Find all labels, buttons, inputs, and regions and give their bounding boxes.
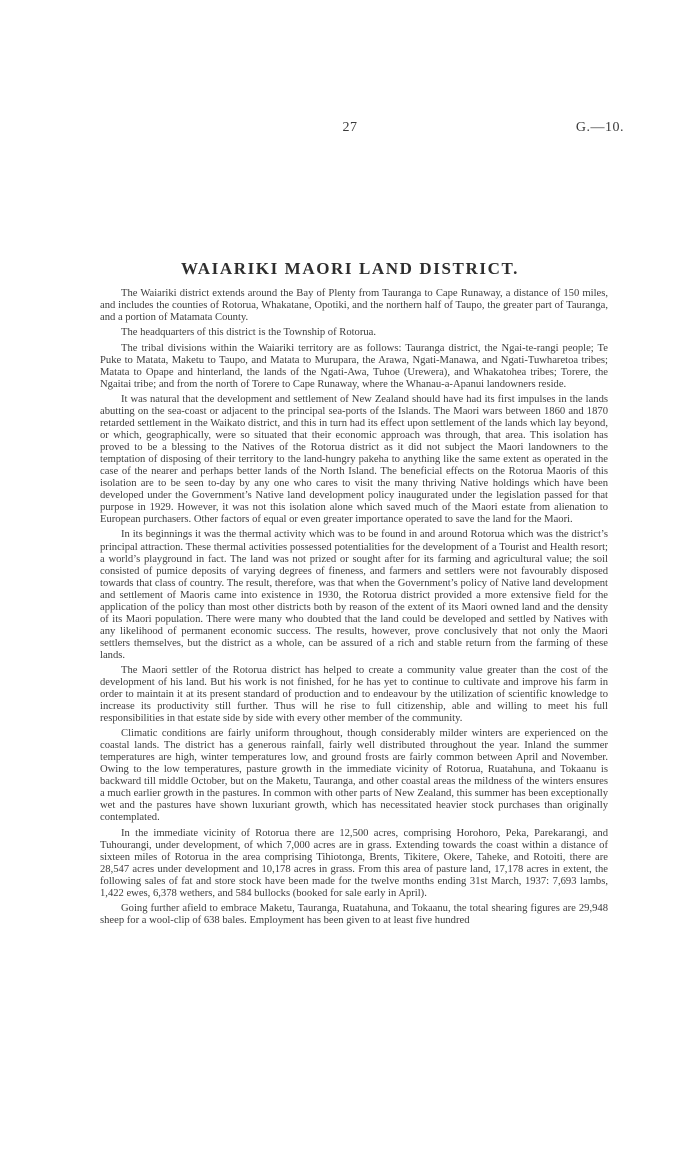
paragraph: Going further afield to embrace Maketu, Tauranga, Ruatahuna, and Tokaanu, the total shearing figures are 29,948 sheep for a wool-clip of 638 bales. Employment has been given to at least five hundred	[100, 903, 608, 927]
page-number: 27	[342, 120, 358, 135]
paragraph: Climatic conditions are fairly uniform throughout, though considerably milder winters are experienced on the coastal lands. The district has a generous rainfall, fairly well distributed throughout the year. Inland the summer temperatures are high, winter temperatures low, and ground frosts are fairly common between April and November. Owing to the low temperatures, pasture growth in the immediate vicinity of Rotorua, Ruatahuna, and Tokaanu is backward till middle October, but on the Maketu, Tauranga, and other coastal areas the mildness of the winters ensures a much earlier growth in the pastures. In common with other parts of New Zealand, this summer has been exceptionally wet and the pastures have shown luxuriant growth, which has necessitated heavier stock purchases than originally contemplated.	[100, 728, 608, 824]
section-title: WAIARIKI MAORI LAND DISTRICT.	[181, 259, 519, 278]
paragraph: The headquarters of this district is the Township of Rotorua.	[121, 327, 377, 339]
paragraph: In its beginnings it was the thermal activity which was to be found in and around Rotorua which was the district’s principal attraction. These thermal activities possessed potentialities for the development of a Tourist and Health resort; a world’s playground in fact. The land was not prized or sought after for its farming and agricultural value; the soil consisted of pumice deposits of varying degrees of fineness, and farmers and settlers were not favourably disposed towards that class of country. The result, therefore, was that when the Government’s policy of Native land development and settlement of Maoris came into existence in 1930, the Rotorua district provided a more extensive field for the application of the policy than most other districts both by reason of the extent of its Maori owned land and the density of its Maori population. There were many who doubted that the land could be developed and settled by Natives with any likelihood of permanent economic success. The results, however, prove conclusively that not only the Maori settlers themselves, but the district as a whole, can be assured of a rich and stable return from the farming of these lands.	[100, 529, 608, 661]
paragraph: It was natural that the development and settlement of New Zealand should have had its first impulses in the lands abutting on the sea-coast or adjacent to the principal sea-ports of the Islands. The Maori wars between 1860 and 1870 retarded settlement in the Waikato district, and this in turn had its effect upon settlement of the lands which lay beyond, or which, geographically, were so situated that their economic approach was through, that area. This isolation has proved to be a blessing to the Natives of the Rotorua district as it did not subject the Maori landowners to the temptation of disposing of their territory to the land-hungry pakeha to anything like the same extent as operated in the case of the nearer and perhaps better lands of the North Island. The beneficial effects on the Rotorua Maoris of this isolation are to be seen to-day by any one who cares to visit the many thriving Native holdings which have been developed under the Government’s Native land development policy inaugurated under the legislation passed for that purpose in 1929. However, it was not this isolation alone which saved much of the Maori estate from alienation to European purchasers. Other factors of equal or even greater importance operated to save the land for the Maori.	[100, 394, 608, 526]
paragraph: In the immediate vicinity of Rotorua there are 12,500 acres, comprising Horohoro, Peka, Parekarangi, and Tuhourangi, under development, of which 7,000 acres are in grass. Extending towards the coast within a distance of sixteen miles of Rotorua in the area comprising Tihiotonga, Brents, Tikitere, Okere, Taheke, and Rotoiti, there are 28,547 acres under development and 10,178 acres in grass. From this area of pasture land, 17,178 acres in extent, the following sales of fat and store stock have been made for the twelve months ending 31st March, 1937: 7,693 lambs, 1,422 ewes, 6,378 wethers, and 584 bullocks (booked for sale early in April).	[100, 827, 608, 899]
paragraph: The Maori settler of the Rotorua district has helped to create a community value greater than the cost of the development of his land. But his work is not finished, for he has yet to continue to cultivate and improve his farm in order to maintain it at its present standard of production and to endeavour by the utilization of scientific knowledge to increase its productivity still further. Thus will he rise to full citizenship, able and willing to meet his full responsibilities in that estate side by side with every other member of the community.	[100, 664, 608, 725]
body-text	[100, 288, 608, 927]
paragraph: The tribal divisions within the Waiariki territory are as follows: Tauranga district, the Ngai-te-rangi people; Te Puke to Matata, Maketu to Taupo, and Matata to Murupara, the Arawa, Ngati-Manawa, and Ngati-Tuwharetoa tribes; Matata to Opape and hinterland, the lands of the Ngati-Awa, Tuhoe (Urewera), and Whakatohea tribes; Torere, the Ngaitai tribe; and from the north of Torere to Cape Runaway, where the Whanau-a-Apanui landowners reside.	[100, 342, 608, 390]
paragraph: The Waiariki district extends around the Bay of Plenty from Tauranga to Cape Runaway, a distance of 150 miles, and includes the counties of Rotorua, Whakatane, Opotiki, and the northern half of Taupo, the greater part of Tauranga, and a portion of Matamata County.	[100, 288, 608, 324]
page-reference: G.—10.	[575, 120, 624, 135]
